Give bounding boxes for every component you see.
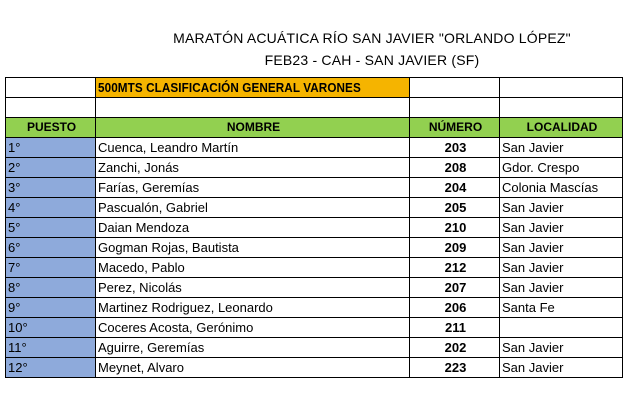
table-row	[6, 298, 623, 318]
cell-nombre[interactable]: Farías, Geremías	[96, 178, 410, 198]
category-row	[6, 78, 623, 98]
cell-numero[interactable]: 209	[410, 238, 500, 258]
cell-localidad[interactable]: San Javier	[500, 358, 623, 378]
cell-numero[interactable]: 223	[410, 358, 500, 378]
empty-cell[interactable]	[500, 78, 623, 98]
cell-localidad[interactable]: San Javier	[500, 258, 623, 278]
cell-nombre[interactable]: Pascualón, Gabriel	[96, 198, 410, 218]
cell-puesto[interactable]: 10°	[6, 318, 96, 338]
page-title: MARATÓN ACUÁTICA RÍO SAN JAVIER "ORLANDO LÓPEZ"	[173, 30, 571, 46]
header-puesto[interactable]: PUESTO	[6, 118, 96, 138]
cell-localidad[interactable]: San Javier	[500, 198, 623, 218]
cell-nombre[interactable]: Meynet, Alvaro	[96, 358, 410, 378]
cell-localidad[interactable]: San Javier	[500, 218, 623, 238]
table-row	[6, 138, 623, 158]
empty-cell[interactable]	[410, 98, 500, 118]
cell-nombre[interactable]: Martinez Rodriguez, Leonardo	[96, 298, 410, 318]
table-row	[6, 258, 623, 278]
cell-puesto[interactable]: 1°	[6, 138, 96, 158]
table-row	[6, 218, 623, 238]
cell-puesto[interactable]: 2°	[6, 158, 96, 178]
cell-localidad[interactable]: San Javier	[500, 238, 623, 258]
table-row	[6, 278, 623, 298]
table-row	[6, 198, 623, 218]
cell-nombre[interactable]: Aguirre, Geremías	[96, 338, 410, 358]
empty-cell[interactable]	[500, 98, 623, 118]
table-row	[6, 318, 623, 338]
cell-localidad[interactable]: San Javier	[500, 278, 623, 298]
page-subtitle: FEB23 - CAH - SAN JAVIER (SF)	[264, 52, 480, 68]
table-row	[6, 178, 623, 198]
cell-localidad[interactable]: Gdor. Crespo	[500, 158, 623, 178]
cell-numero[interactable]: 212	[410, 258, 500, 278]
cell-puesto[interactable]: 11°	[6, 338, 96, 358]
cell-nombre[interactable]: Perez, Nicolás	[96, 278, 410, 298]
cell-numero[interactable]: 206	[410, 298, 500, 318]
table-row	[6, 158, 623, 178]
table-row	[6, 358, 623, 378]
cell-puesto[interactable]: 8°	[6, 278, 96, 298]
empty-cell[interactable]	[6, 78, 96, 98]
cell-nombre[interactable]: Cuenca, Leandro Martín	[96, 138, 410, 158]
cell-nombre[interactable]: Coceres Acosta, Gerónimo	[96, 318, 410, 338]
cell-nombre[interactable]: Macedo, Pablo	[96, 258, 410, 278]
header-numero[interactable]: NÚMERO	[410, 118, 500, 138]
cell-numero[interactable]: 211	[410, 318, 500, 338]
cell-numero[interactable]: 202	[410, 338, 500, 358]
cell-puesto[interactable]: 9°	[6, 298, 96, 318]
cell-numero[interactable]: 203	[410, 138, 500, 158]
cell-localidad[interactable]: San Javier	[500, 138, 623, 158]
cell-puesto[interactable]: 7°	[6, 258, 96, 278]
cell-nombre[interactable]: Zanchi, Jonás	[96, 158, 410, 178]
cell-localidad[interactable]: Colonia Mascías	[500, 178, 623, 198]
cell-nombre[interactable]: Daian Mendoza	[96, 218, 410, 238]
cell-puesto[interactable]: 5°	[6, 218, 96, 238]
cell-localidad[interactable]: Santa Fe	[500, 298, 623, 318]
category-title[interactable]: 500MTS CLASIFICACIÓN GENERAL VARONES	[96, 78, 410, 98]
cell-numero[interactable]: 204	[410, 178, 500, 198]
cell-numero[interactable]: 210	[410, 218, 500, 238]
results-table	[5, 77, 623, 378]
cell-puesto[interactable]: 3°	[6, 178, 96, 198]
empty-cell[interactable]	[96, 98, 410, 118]
header-nombre[interactable]: NOMBRE	[96, 118, 410, 138]
column-header-row	[6, 118, 623, 138]
header-localidad[interactable]: LOCALIDAD	[500, 118, 623, 138]
cell-puesto[interactable]: 12°	[6, 358, 96, 378]
cell-numero[interactable]: 205	[410, 198, 500, 218]
cell-localidad[interactable]	[500, 318, 623, 338]
cell-puesto[interactable]: 4°	[6, 198, 96, 218]
table-row	[6, 338, 623, 358]
cell-numero[interactable]: 207	[410, 278, 500, 298]
empty-cell[interactable]	[6, 98, 96, 118]
table-row	[6, 238, 623, 258]
cell-localidad[interactable]: San Javier	[500, 338, 623, 358]
cell-nombre[interactable]: Gogman Rojas, Bautista	[96, 238, 410, 258]
empty-cell[interactable]	[410, 78, 500, 98]
blank-row	[6, 98, 623, 118]
cell-numero[interactable]: 208	[410, 158, 500, 178]
cell-puesto[interactable]: 6°	[6, 238, 96, 258]
